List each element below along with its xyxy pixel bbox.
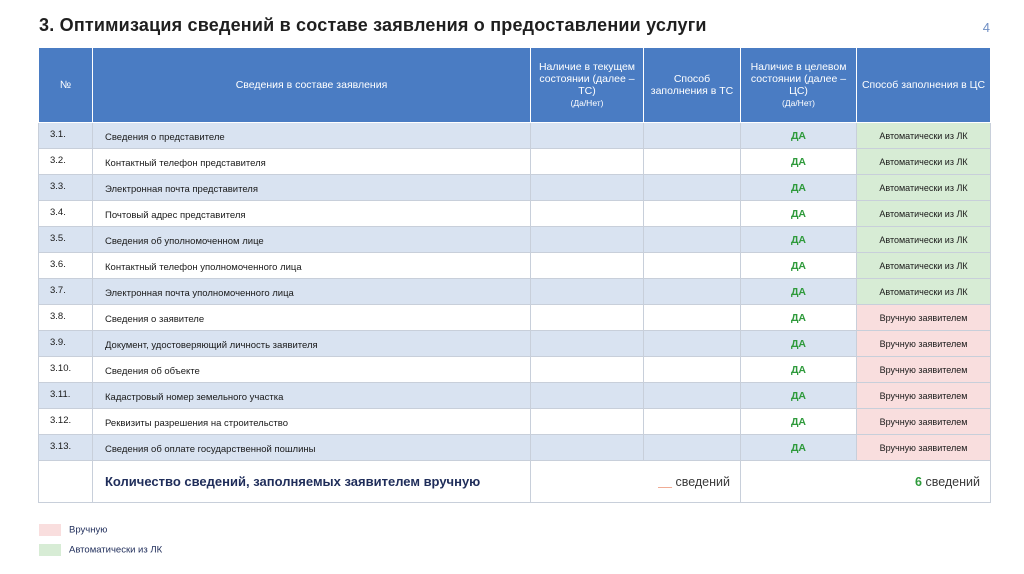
row-ts-method: [644, 383, 741, 409]
page-number: 4: [982, 20, 990, 35]
row-ts-presence: [531, 279, 644, 305]
row-ts-method: [644, 123, 741, 149]
row-ts-presence: [531, 201, 644, 227]
row-cs-method: Вручную заявителем: [857, 383, 991, 409]
col-name-header: Сведения в составе заявления: [93, 48, 531, 123]
row-cs-presence: ДА: [741, 279, 857, 305]
row-ts-presence: [531, 435, 644, 461]
row-cs-method: Автоматически из ЛК: [857, 279, 991, 305]
row-cs-method: Вручную заявителем: [857, 409, 991, 435]
row-ts-presence: [531, 331, 644, 357]
table-row: [39, 175, 991, 201]
row-cs-presence: ДА: [741, 305, 857, 331]
row-cs-presence: ДА: [741, 227, 857, 253]
table-row: [39, 201, 991, 227]
row-cs-presence: ДА: [741, 201, 857, 227]
summary-label: Количество сведений, заполняемых заявителем вручную: [93, 461, 531, 503]
row-ts-presence: [531, 357, 644, 383]
row-ts-presence: [531, 409, 644, 435]
row-num: 3.1.: [39, 123, 93, 149]
summary-target: [741, 461, 991, 503]
table-row: [39, 383, 991, 409]
row-name: Реквизиты разрешения на строительство: [93, 409, 531, 435]
row-name: Электронная почта уполномоченного лица: [93, 279, 531, 305]
row-cs-method: Вручную заявителем: [857, 305, 991, 331]
row-ts-presence: [531, 383, 644, 409]
cs-presence-sub: (Да/Нет): [782, 98, 815, 108]
row-num: 3.10.: [39, 357, 93, 383]
info-table: [38, 47, 991, 503]
row-num: 3.13.: [39, 435, 93, 461]
cs-presence-label: Наличие в целевом состоянии (далее – ЦС): [750, 61, 847, 97]
legend-auto-label: Автоматически из ЛК: [69, 544, 163, 556]
row-cs-presence: ДА: [741, 409, 857, 435]
row-name: Сведения о представителе: [93, 123, 531, 149]
legend-auto-swatch: [39, 544, 61, 556]
row-name: Кадастровый номер земельного участка: [93, 383, 531, 409]
table-row: [39, 409, 991, 435]
row-num: 3.5.: [39, 227, 93, 253]
col-cs-method-header: Способ заполнения в ЦС: [857, 48, 991, 123]
summary-target-count: 6: [915, 474, 922, 489]
row-name: Сведения о заявителе: [93, 305, 531, 331]
legend-manual-label: Вручную: [69, 524, 108, 536]
row-num: 3.6.: [39, 253, 93, 279]
row-ts-method: [644, 253, 741, 279]
col-cs-presence-header: [741, 48, 857, 123]
table-row: [39, 357, 991, 383]
legend-manual-swatch: [39, 524, 61, 536]
row-cs-method: Автоматически из ЛК: [857, 175, 991, 201]
row-cs-presence: ДА: [741, 357, 857, 383]
summary-current-suffix: сведений: [675, 474, 730, 489]
row-cs-method: Автоматически из ЛК: [857, 227, 991, 253]
row-cs-method: Вручную заявителем: [857, 331, 991, 357]
table-row: [39, 435, 991, 461]
row-ts-presence: [531, 227, 644, 253]
row-ts-method: [644, 331, 741, 357]
row-ts-method: [644, 149, 741, 175]
row-name: Почтовый адрес представителя: [93, 201, 531, 227]
row-num: 3.7.: [39, 279, 93, 305]
summary-current-blank: __: [658, 474, 672, 489]
row-ts-presence: [531, 253, 644, 279]
row-name: Сведения об уполномоченном лице: [93, 227, 531, 253]
table-row: [39, 227, 991, 253]
page-title: 3. Оптимизация сведений в составе заявления о предоставлении услуги: [39, 15, 707, 35]
row-name: Электронная почта представителя: [93, 175, 531, 201]
row-name: Документ, удостоверяющий личность заявителя: [93, 331, 531, 357]
row-ts-method: [644, 227, 741, 253]
row-cs-presence: ДА: [741, 175, 857, 201]
row-cs-method: Автоматически из ЛК: [857, 253, 991, 279]
row-ts-method: [644, 201, 741, 227]
col-ts-method-header: Способ заполнения в ТС: [644, 48, 741, 123]
table-row: [39, 305, 991, 331]
row-cs-presence: ДА: [741, 383, 857, 409]
row-ts-presence: [531, 305, 644, 331]
row-cs-presence: ДА: [741, 123, 857, 149]
row-ts-method: [644, 175, 741, 201]
summary-current: [531, 461, 741, 503]
row-num: 3.2.: [39, 149, 93, 175]
row-cs-presence: ДА: [741, 435, 857, 461]
table-row: [39, 253, 991, 279]
row-num: 3.4.: [39, 201, 93, 227]
legend-auto: [39, 544, 162, 556]
row-cs-method: Вручную заявителем: [857, 435, 991, 461]
row-name: Контактный телефон представителя: [93, 149, 531, 175]
row-cs-method: Автоматически из ЛК: [857, 149, 991, 175]
table-row: [39, 279, 991, 305]
row-ts-method: [644, 435, 741, 461]
ts-presence-sub: (Да/Нет): [570, 98, 604, 108]
row-num: 3.11.: [39, 383, 93, 409]
row-name: Сведения об объекте: [93, 357, 531, 383]
table-row: [39, 123, 991, 149]
row-num: 3.3.: [39, 175, 93, 201]
row-ts-method: [644, 279, 741, 305]
row-num: 3.12.: [39, 409, 93, 435]
row-ts-presence: [531, 149, 644, 175]
table-row: [39, 149, 991, 175]
col-num-header: №: [39, 48, 93, 123]
row-ts-presence: [531, 123, 644, 149]
row-cs-method: Вручную заявителем: [857, 357, 991, 383]
row-cs-method: Автоматически из ЛК: [857, 123, 991, 149]
summary-row: [39, 461, 991, 503]
summary-target-suffix: сведений: [925, 474, 980, 489]
row-ts-method: [644, 357, 741, 383]
col-ts-presence-header: [531, 48, 644, 123]
table-row: [39, 331, 991, 357]
row-ts-method: [644, 409, 741, 435]
row-name: Контактный телефон уполномоченного лица: [93, 253, 531, 279]
row-num: 3.9.: [39, 331, 93, 357]
ts-presence-label: Наличие в текущем состоянии (далее – ТС): [538, 61, 636, 97]
row-num: 3.8.: [39, 305, 93, 331]
summary-spacer: [39, 461, 93, 503]
row-ts-method: [644, 305, 741, 331]
row-cs-method: Автоматически из ЛК: [857, 201, 991, 227]
table-header: [39, 48, 991, 123]
legend-manual: [39, 524, 107, 536]
row-ts-presence: [531, 175, 644, 201]
row-cs-presence: ДА: [741, 253, 857, 279]
row-cs-presence: ДА: [741, 149, 857, 175]
row-name: Сведения об оплате государственной пошлины: [93, 435, 531, 461]
row-cs-presence: ДА: [741, 331, 857, 357]
